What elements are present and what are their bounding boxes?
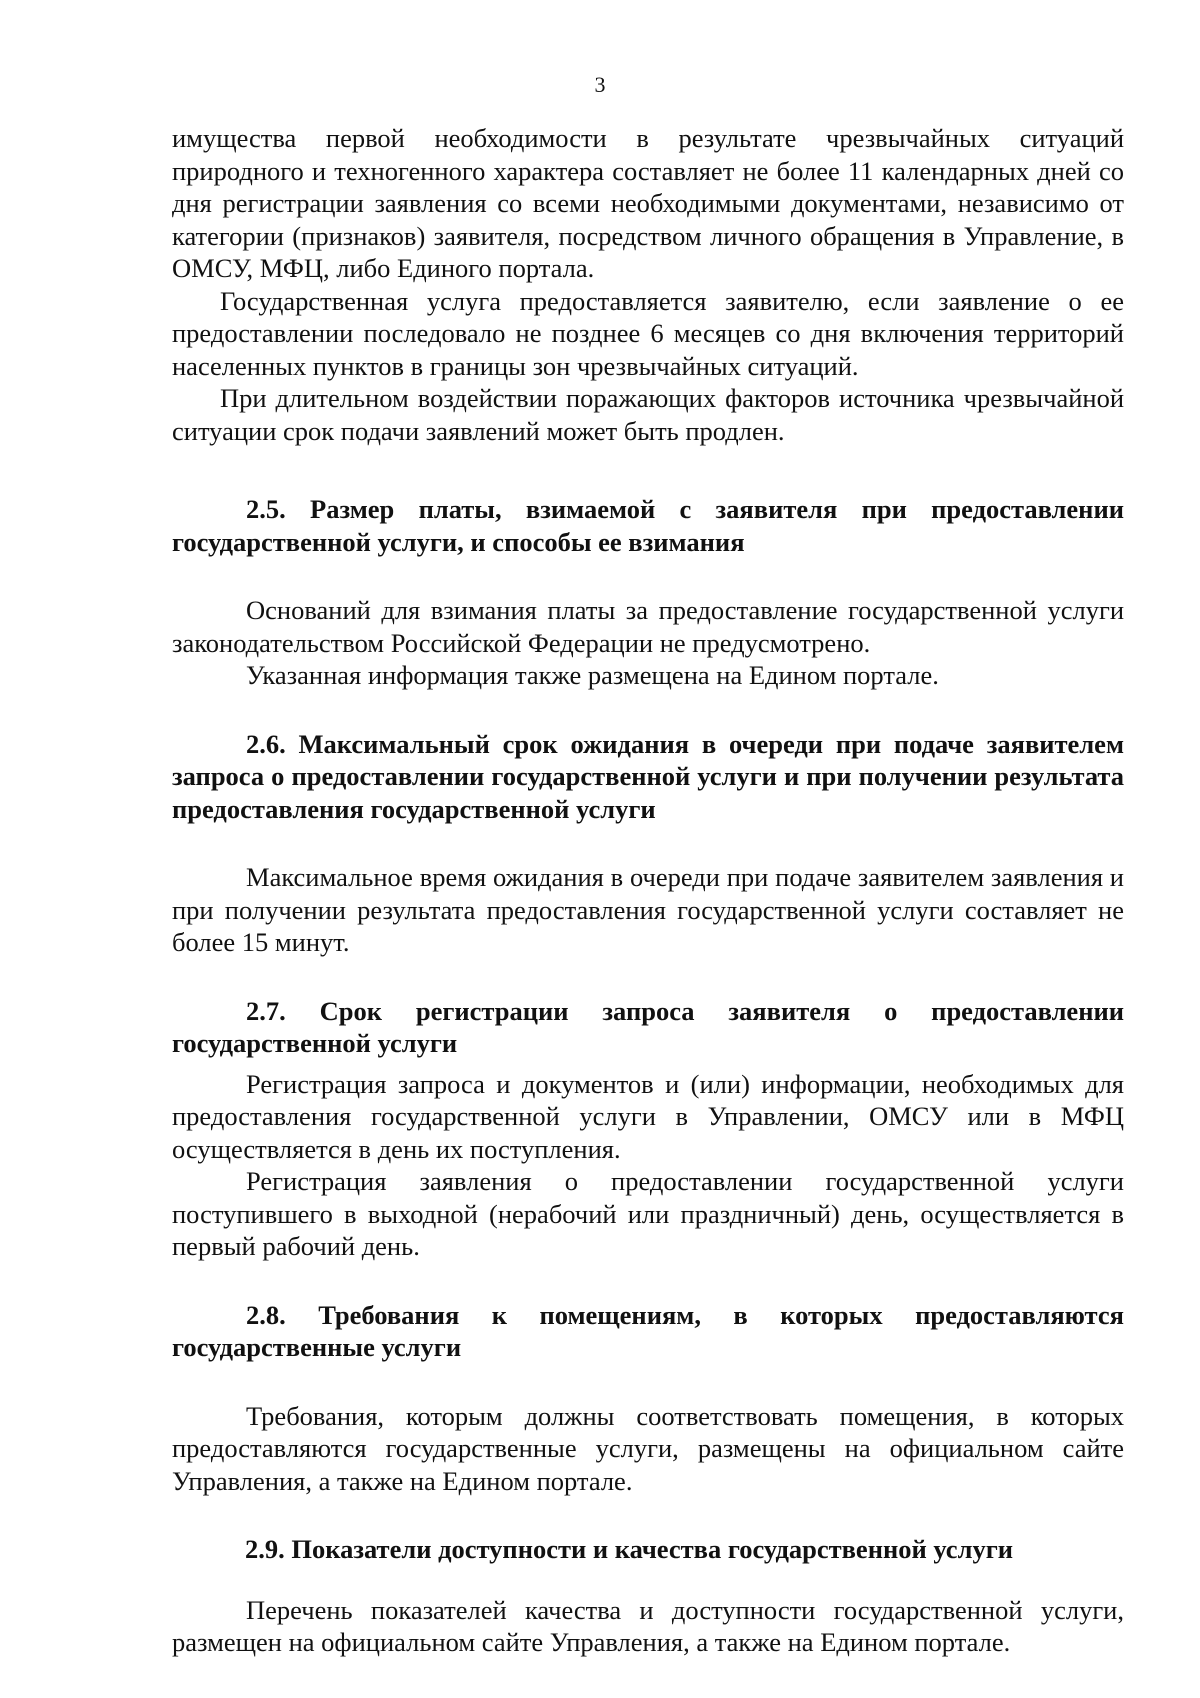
paragraph: Перечень показателей качества и доступности государственной услуги, размещен на официальном сайте Управления, а также на Едином портале. [172,1594,1124,1657]
section-heading-2-6: 2.6. Максимальный срок ожидания в очереди при подаче заявителем запроса о предоставлении государственной услуги и при получении результата предоставления государственной услуги [172,728,1124,824]
document-body [172,122,1124,1659]
section-heading-2-9: 2.9. Показатели доступности и качества государственной услуги [244,1534,1013,1564]
paragraph: имущества первой необходимости в результате чрезвычайных ситуаций природного и техногенного характера составляет не более 11 календарных дней со дня регистрации заявления со всеми необходимыми документами, независимо от категории (признаков) заявителя, посредством личного обращения в Управление, в ОМСУ, МФЦ, либо Единого портала. [172,123,1124,283]
page-number: 3 [594,72,606,97]
paragraph: Оснований для взимания платы за предоставление государственной услуги законодательством Российской Федерации не предусмотрено. [172,595,1124,658]
paragraph: Требования, которым должны соответствовать помещения, в которых предоставляются государственные услуги, размещены на официальном сайте Управления, а также на Едином портале. [172,1400,1124,1496]
section-heading-2-8: 2.8. Требования к помещениям, в которых предоставляются государственные услуги [172,1299,1124,1362]
paragraph: Регистрация заявления о предоставлении государственной услуги поступившего в выходной (нерабочий или праздничный) день, осуществляется в первый рабочий день. [172,1166,1124,1261]
paragraph: При длительном воздействии поражающих факторов источника чрезвычайной ситуации срок подачи заявлений может быть продлен. [172,383,1124,446]
section-heading-2-7: 2.7. Срок регистрации запроса заявителя о предоставлении государственной услуги [172,995,1124,1058]
paragraph: Максимальное время ожидания в очереди при подаче заявителем заявления и при получении результата предоставления государственной услуги составляет не более 15 минут. [172,862,1124,957]
paragraph: Государственная услуга предоставляется заявителю, если заявление о ее предоставлении последовало не позднее 6 месяцев со дня включения территорий населенных пунктов в границы зон чрезвычайных ситуаций. [172,285,1124,381]
paragraph: Указанная информация также размещена на Едином портале. [246,660,939,690]
section-heading-2-5: 2.5. Размер платы, взимаемой с заявителя при предоставлении государственной услуги, и способы ее взимания [172,494,1124,557]
paragraph: Регистрация запроса и документов и (или) информации, необходимых для предоставления государственной услуги в Управлении, ОМСУ или в МФЦ осуществляется в день их поступления. [172,1068,1124,1164]
